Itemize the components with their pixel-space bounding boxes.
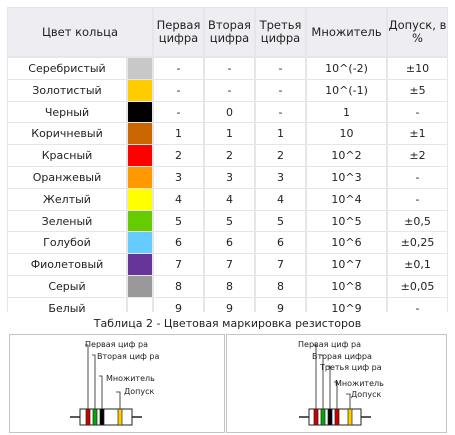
first-digit-cell: 6 xyxy=(154,232,203,253)
color-name-cell: Коричневый xyxy=(8,123,126,144)
header-second-digit-label xyxy=(208,19,251,45)
header-color-label: Цвет кольца xyxy=(41,24,119,39)
pointer-1 xyxy=(85,345,88,409)
tolerance-cell: ±0,5 xyxy=(388,211,447,231)
header-second-digit-line2: цифра xyxy=(209,31,250,45)
header-second-digit-line1: Вторая xyxy=(208,18,251,32)
label-tolerance: Допуск xyxy=(351,390,382,399)
header-multiplier-label: Множитель xyxy=(311,24,382,39)
band-4 xyxy=(335,409,339,425)
header-second-digit xyxy=(205,8,254,56)
header-tolerance xyxy=(388,8,447,56)
label-second-digit: Вторая циф ра xyxy=(97,352,160,361)
second-digit-cell: 7 xyxy=(205,254,254,275)
pointer-3 xyxy=(327,366,330,409)
multiplier-cell: 10^(-1) xyxy=(307,80,386,101)
color-swatch xyxy=(128,276,152,297)
header-multiplier xyxy=(307,8,386,56)
five-band-resistor-diagram xyxy=(227,335,448,434)
second-digit-cell: 5 xyxy=(205,211,254,231)
header-third-digit-label xyxy=(260,19,302,45)
color-swatch xyxy=(128,167,152,188)
header-tolerance-label xyxy=(389,19,447,45)
tolerance-cell: - xyxy=(388,102,447,122)
first-digit-cell: 8 xyxy=(154,276,203,297)
header-third-digit-line2: цифра xyxy=(260,31,301,45)
band-1 xyxy=(86,409,90,425)
multiplier-cell: 10 xyxy=(307,123,386,144)
tolerance-cell: ±0,25 xyxy=(388,232,447,253)
multiplier-cell: 10^5 xyxy=(307,211,386,231)
band-1 xyxy=(314,409,318,425)
third-digit-cell: 8 xyxy=(256,276,305,297)
first-digit-cell: 7 xyxy=(154,254,203,275)
color-name-cell: Оранжевый xyxy=(8,167,126,188)
pointer-3 xyxy=(99,376,102,409)
third-digit-cell: 6 xyxy=(256,232,305,253)
third-digit-cell: 4 xyxy=(256,189,305,210)
label-third-digit: Третья циф ра xyxy=(320,363,382,372)
second-digit-cell: 8 xyxy=(205,276,254,297)
multiplier-cell: 10^3 xyxy=(307,167,386,188)
third-digit-cell: - xyxy=(256,80,305,101)
second-digit-cell: 3 xyxy=(205,167,254,188)
tolerance-cell: ±0,1 xyxy=(388,254,447,275)
second-digit-cell: 1 xyxy=(205,123,254,144)
header-first-digit-line2: цифра xyxy=(158,31,199,45)
label-tolerance: Допуск xyxy=(124,387,155,396)
pointer-4 xyxy=(116,392,120,409)
second-digit-cell: 2 xyxy=(205,145,254,166)
color-name-cell: Черный xyxy=(8,102,126,122)
label-first-digit: Первая циф ра xyxy=(298,340,361,349)
band-3 xyxy=(328,409,332,425)
multiplier-cell: 10^2 xyxy=(307,145,386,166)
second-digit-cell: - xyxy=(205,58,254,79)
multiplier-cell: 10^9 xyxy=(307,298,386,319)
tolerance-cell: ±5 xyxy=(388,80,447,101)
first-digit-cell: - xyxy=(154,102,203,122)
multiplier-cell: 10^6 xyxy=(307,232,386,253)
color-swatch xyxy=(128,189,152,210)
multiplier-cell: 10^(-2) xyxy=(307,58,386,79)
multiplier-cell: 1 xyxy=(307,102,386,122)
header-third-digit xyxy=(256,8,305,56)
color-swatch xyxy=(128,123,152,144)
color-name-cell: Фиолетовый xyxy=(8,254,126,275)
header-first-digit-label xyxy=(157,19,201,45)
header-third-digit-line1: Третья xyxy=(259,18,302,32)
color-name-cell: Желтый xyxy=(8,189,126,210)
label-second-digit: Вторая цифра xyxy=(312,352,372,361)
first-digit-cell: - xyxy=(154,80,203,101)
header-first-digit xyxy=(154,8,203,56)
third-digit-cell: - xyxy=(256,58,305,79)
first-digit-cell: 3 xyxy=(154,167,203,188)
table-caption: Таблица 2 - Цветовая маркировка резисторов xyxy=(93,317,362,330)
third-digit-cell: 2 xyxy=(256,145,305,166)
color-swatch xyxy=(128,254,152,275)
header-tolerance-line2: % xyxy=(412,31,423,45)
first-digit-cell: 4 xyxy=(154,189,203,210)
second-digit-cell: 4 xyxy=(205,189,254,210)
color-swatch xyxy=(128,232,152,253)
tolerance-cell: ±1 xyxy=(388,123,447,144)
header-tolerance-line1: Допуск, в xyxy=(388,18,447,32)
second-digit-cell: 0 xyxy=(205,102,254,122)
third-digit-cell: 9 xyxy=(256,298,305,319)
color-name-cell: Золотистый xyxy=(8,80,126,101)
color-name-cell: Серебристый xyxy=(8,58,126,79)
pointer-5 xyxy=(346,394,350,409)
third-digit-cell: 7 xyxy=(256,254,305,275)
color-name-cell: Белый xyxy=(8,298,126,319)
third-digit-cell: - xyxy=(256,102,305,122)
diagram-four-band xyxy=(9,334,225,433)
pointer-2 xyxy=(92,355,95,409)
color-swatch xyxy=(128,102,152,122)
band-5 xyxy=(348,409,352,425)
second-digit-cell: 9 xyxy=(205,298,254,319)
diagram-five-band xyxy=(226,334,447,433)
color-name-cell: Зеленый xyxy=(8,211,126,231)
color-name-cell: Красный xyxy=(8,145,126,166)
tolerance-cell: - xyxy=(388,298,447,319)
tolerance-cell: ±2 xyxy=(388,145,447,166)
tolerance-cell: - xyxy=(388,167,447,188)
label-multiplier: Множитель xyxy=(106,374,155,383)
tolerance-cell: ±0,05 xyxy=(388,276,447,297)
color-swatch xyxy=(128,58,152,79)
multiplier-cell: 10^8 xyxy=(307,276,386,297)
tolerance-cell: - xyxy=(388,189,447,210)
label-multiplier: Множитель xyxy=(335,379,384,388)
band-3 xyxy=(100,409,104,425)
second-digit-cell: - xyxy=(205,80,254,101)
third-digit-cell: 1 xyxy=(256,123,305,144)
first-digit-cell: 9 xyxy=(154,298,203,319)
first-digit-cell: 1 xyxy=(154,123,203,144)
header-first-digit-line1: Первая xyxy=(156,18,201,32)
label-first-digit: Первая циф ра xyxy=(85,340,148,349)
band-2 xyxy=(321,409,325,425)
first-digit-cell: - xyxy=(154,58,203,79)
color-swatch xyxy=(128,211,152,231)
second-digit-cell: 6 xyxy=(205,232,254,253)
color-name-cell: Серый xyxy=(8,276,126,297)
color-swatch xyxy=(128,145,152,166)
tolerance-cell: ±10 xyxy=(388,58,447,79)
color-swatch xyxy=(128,80,152,101)
resistor-color-table xyxy=(7,7,448,315)
third-digit-cell: 5 xyxy=(256,211,305,231)
multiplier-cell: 10^4 xyxy=(307,189,386,210)
band-2 xyxy=(93,409,97,425)
color-name-cell: Голубой xyxy=(8,232,126,253)
multiplier-cell: 10^7 xyxy=(307,254,386,275)
four-band-resistor-diagram xyxy=(10,335,226,434)
first-digit-cell: 5 xyxy=(154,211,203,231)
color-swatch xyxy=(128,298,152,319)
band-4 xyxy=(118,409,122,425)
header-color xyxy=(8,8,152,56)
third-digit-cell: 3 xyxy=(256,167,305,188)
first-digit-cell: 2 xyxy=(154,145,203,166)
